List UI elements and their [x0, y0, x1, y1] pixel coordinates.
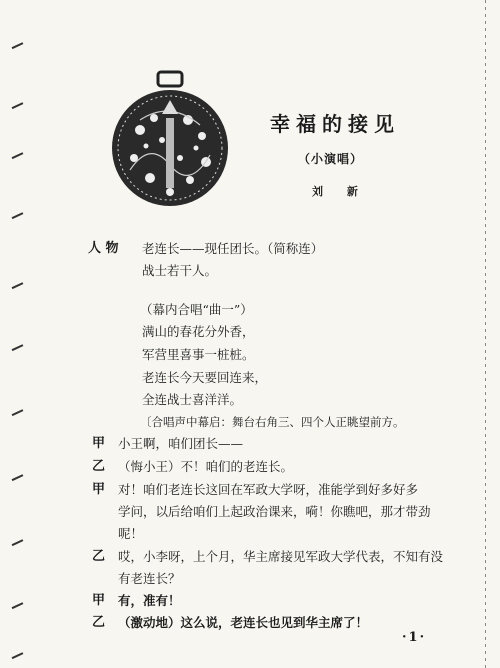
dialogue-line: 哎，小李呀，上个月，华主席接见军政大学代表，不知有没	[118, 549, 444, 564]
binding-mark	[9, 96, 24, 109]
binding-mark	[9, 146, 24, 159]
speaker-label: 乙	[92, 615, 106, 630]
cast-label: 人 物	[88, 241, 119, 256]
speaker-label: 甲	[92, 482, 106, 497]
binding-mark	[9, 468, 24, 481]
song-line: 满山的春花分外香，	[142, 324, 255, 339]
medallion-illustration-icon	[110, 70, 230, 210]
binding-mark	[9, 36, 24, 49]
song-line: 老连长今天要回连来，	[142, 370, 268, 385]
page-title: 幸福的接见	[270, 112, 400, 136]
binding-mark	[9, 403, 24, 416]
dialogue-line: （悔小王）不！咱们的老连长。	[118, 459, 294, 474]
author: 刘 新	[312, 185, 368, 198]
song-line: 全连战士喜洋洋。	[142, 392, 243, 407]
dialogue-line: 小王啊，咱们团长——	[118, 436, 244, 451]
dialogue-line: 学问，以后给咱们上起政治课来，嗬！你瞧吧，那才带劲	[118, 504, 431, 519]
binding-mark	[9, 533, 24, 546]
dialogue-line: 呢！	[118, 526, 144, 541]
speaker-label: 甲	[92, 593, 106, 608]
speaker-label: 乙	[92, 549, 106, 564]
page-edge	[485, 0, 486, 668]
binding-mark	[9, 596, 24, 609]
page-number: ·1·	[402, 630, 427, 645]
dialogue-line: （激动地）这么说，老连长也见到华主席了！	[118, 615, 369, 630]
subtitle: （小演唱）	[298, 152, 364, 166]
song-line: （幕内合唱“曲一”）	[140, 302, 253, 317]
binding-mark	[9, 338, 24, 351]
speaker-label: 甲	[92, 436, 106, 451]
dialogue-line: 有老连长？	[118, 571, 181, 586]
binding-mark	[9, 276, 24, 289]
song-line: 军营里喜事一桩桩。	[142, 347, 255, 362]
dialogue-line: 对！咱们老连长这回在军政大学呀，准能学到好多好多	[118, 482, 419, 497]
binding-mark	[9, 206, 24, 219]
dialogue-line: 有，准有！	[118, 593, 181, 608]
binding-mark	[9, 646, 24, 659]
cast-line: 战士若干人。	[142, 263, 218, 278]
stage-direction: 〔合唱声中幕启：舞台右角三、四个人正眺望前方。	[140, 415, 405, 429]
speaker-label: 乙	[92, 459, 106, 474]
cast-line: 老连长——现任团长。（简称连）	[142, 241, 324, 256]
